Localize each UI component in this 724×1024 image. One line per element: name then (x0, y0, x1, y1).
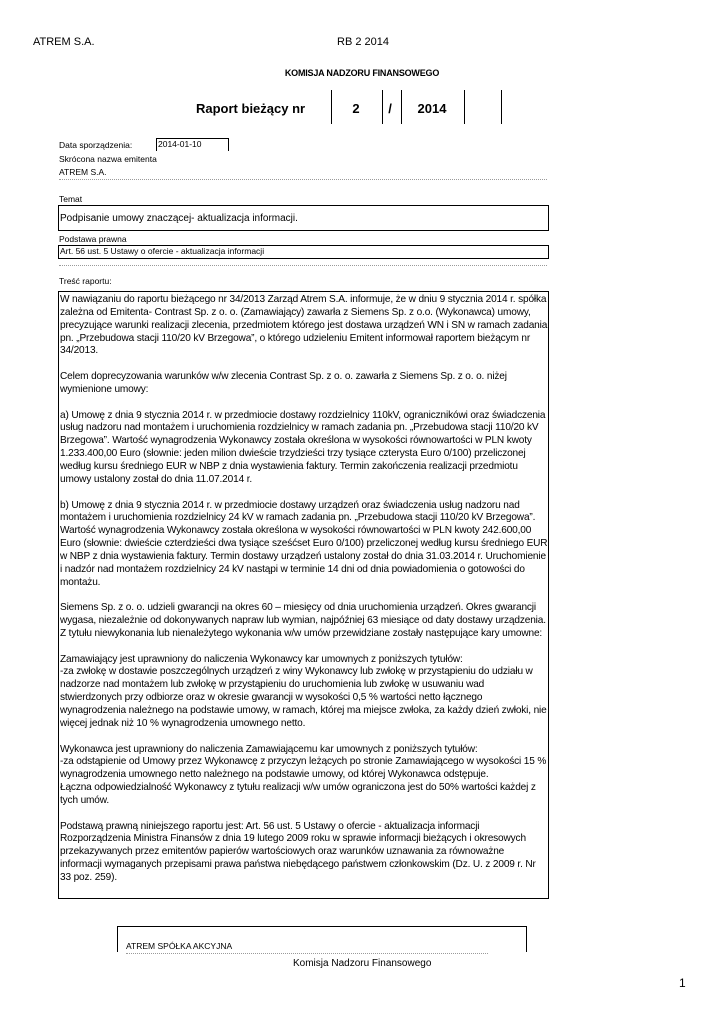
content-paragraph: W nawiązaniu do raportu bieżącego nr 34/2013 Zarząd Atrem S.A. informuje, że w dniu 9 stycznia 2014 r. spółka zależna od Emitenta- Contrast Sp. z o. o. (Zamawiający) zawarła z Siemens Sp. z o.o. (Wykonawca) umowy, precyzujące warunki realizacji zlecenia, przedmiotem którego jest dostawa urządzeń WN i SN w ramach zadania pn. „Przebudowa stacji 110/20 kV Brzegowa”, o którego udzieleniu Emitent informował raportem bieżącym nr 34/2013. (60, 294, 548, 357)
date-value: 2014-01-10 (156, 138, 229, 151)
legal-basis-box (58, 245, 549, 259)
footer-right-edge (526, 926, 527, 952)
subject-box (58, 205, 549, 231)
footer-authority: Komisja Nadzoru Finansowego (293, 958, 432, 969)
subject-value: Podpisanie umowy znaczącej- aktualizacja informacji. (60, 213, 298, 224)
footer-company: ATREM SPÓŁKA AKCYJNA (126, 941, 233, 951)
report-number-label: Raport bieżący nr (196, 101, 306, 116)
content-box (58, 291, 549, 899)
content-paragraph: Podstawą prawną niniejszego raportu jest: Art. 56 ust. 5 Ustawy o ofercie - aktualizacja informacji Rozporządzenia Ministra Finansów z dnia 19 lutego 2009 roku w sprawie informacji bieżących i okresowych przekazywanych przez emitentów papierów wartościowych oraz warunków uznawania za równoważne informacji wymaganych przepisami prawa państwa niebędącego państwem członkowskim (Dz. U. z 2009 r. Nr 33 poz. 259). (60, 820, 536, 883)
legal-basis-label: Podstawa prawna (59, 234, 127, 244)
page-number: 1 (679, 976, 686, 990)
footer-left-edge (117, 926, 118, 952)
content-paragraph: Wykonawca jest uprawniony do naliczenia Zamawiającemu kar umownych z poniższych tytułów: -za odstąpienie od Umowy przez Wykonawcę z przyczyn leżących po stronie Zamawiającego w wysokości 15 % wynagrodzenia umownego netto należnego na podstawie umowy, od której Wykonawca odstępuje. Łączna odpowiedzialność Wykonawcy z tytułu realizacji w/w umów ograniczona jest do 50% wartości każdej z tych umów. (60, 743, 547, 806)
content-paragraph: Siemens Sp. z o. o. udzieli gwarancji na okres 60 – miesięcy od dnia uruchomienia urządzeń. Okres gwarancji wygasa, niezależnie od dokonywanych napraw lub wymian, najpóźniej 63 miesiące od daty dostawy urządzenia. Z tytułu niewykonania lub nienależytego wykonania w/w umów przewidziane zostały następujące kary umowne: (60, 602, 546, 639)
divider (59, 265, 547, 266)
header-report-code: RB 2 2014 (337, 36, 389, 48)
content-label: Treść raportu: (59, 276, 112, 286)
legal-basis-value: Art. 56 ust. 5 Ustawy o ofercie - aktualizacja informacji (60, 246, 265, 256)
content-paragraph: b) Umowę z dnia 9 stycznia 2014 r. w przedmiocie dostawy urządzeń oraz świadczenia usług nadzoru nad montażem i uruchomienia rozdzielnicy 24 kV w ramach zadania pn. „Przebudowa stacji 110/20 kV Brzegowa”. Wartość wynagrodzenia Wykonawcy została określona w wysokości równowartości w PLN kwoty 242.600,00 Euro (słownie: dwieście czterdzieści dwa tysiące sześćset Euro 0/100) przeliczonej według kursu średniego EUR w NBP z dnia wystawienia faktury. Termin dostawy urządzeń ustalony został do dnia 31.03.2014 r. Uruchomienie i nadzór nad montażem rozdzielnicy 24 kV nastąpi w terminie 14 dni od dnia powiadomienia o gotowości do montażu. (60, 499, 548, 588)
divider (59, 179, 547, 180)
authority-title: KOMISJA NADZORU FINANSOWEGO (284, 68, 440, 78)
report-year: 2014 (417, 101, 447, 116)
date-label: Data sporządzenia: (59, 140, 133, 150)
footer-divider (126, 953, 488, 954)
subject-label: Temat (59, 194, 83, 204)
short-name-label: Skrócona nazwa emitenta (59, 154, 157, 164)
content-paragraph: Zamawiający jest uprawniony do naliczenia Wykonawcy kar umownych z poniższych tytułów: -za zwłokę w dostawie poszczególnych urządzeń z winy Wykonawcy lub zwłokę w przystąpieniu do udziału w nadzorze nad montażem lub zwłokę w przystąpieniu do uruchomienia lub zwłokę w usuwaniu wad stwierdzonych przy odbiorze oraz w okresie gwarancji w wysokości 0,5 % wartości netto łącznego wynagrodzenia należnego na podstawie umowy, w ramach, której ma miejsce zwłoka, za każdy dzień zwłoki, nie więcej jednak niż 10 % wynagrodzenia umownego netto. (60, 653, 547, 729)
header-company: ATREM S.A. (33, 36, 95, 48)
content-text (60, 294, 548, 898)
report-number-separator: / (388, 101, 392, 116)
report-extra-box (464, 90, 502, 124)
report-number: 2 (352, 101, 360, 116)
short-name-value: ATREM S.A. (59, 167, 107, 177)
content-paragraph: a) Umowę z dnia 9 stycznia 2014 r. w przedmiocie dostawy rozdzielnicy 110kV, ogranicznikówi oraz świadczenia usług nadzoru nad montażem i uruchomienia rozdzielnicy w ramach zadania pn. „Przebudowa stacji 110/20 kV Brzegowa”. Wartość wynagrodzenia Wykonawcy została określona w wysokości równowartości w PLN kwoty 1.233.400,00 Euro (słownie: jeden milion dwieście trzydzieści trzy tysiące czterysta Euro 0/100) przeliczonej według kursu średniego EUR w NBP z dnia wystawienia faktury. Termin zakończenia realizacji przedmiotu umowy ustalony został do dnia 11.07.2014 r. (60, 409, 546, 485)
footer-top-line (117, 926, 527, 927)
content-paragraph: Celem doprecyzowania warunków w/w zlecenia Contrast Sp. z o. o. zawarła z Siemens Sp. z o. o. niżej wymienione umowy: (60, 371, 507, 395)
